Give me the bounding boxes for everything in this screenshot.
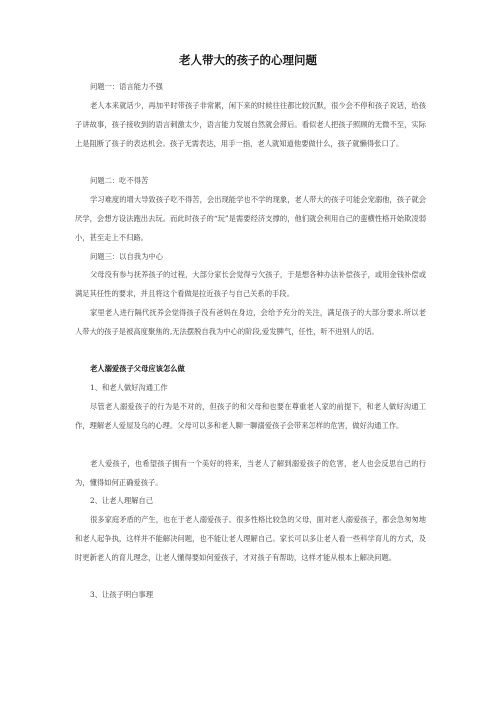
heading-problem-3: 问题三：以自我为中心	[90, 252, 163, 261]
document-title: 老人带大的孩子的心理问题	[179, 53, 317, 67]
section-heading: 老人溺爱孩子父母应该怎么做	[90, 364, 185, 373]
paragraph-1-body-b: 老人爱孩子，也希望孩子拥有一个美好的将来，当老人了解到溺爱孩子的危害，老人也会反思自己的行为，懂得如何正确爱孩子。	[75, 459, 426, 487]
paragraph-2-body: 很多家庭矛盾的产生，也在于老人溺爱孩子。很多性格比较急的父母，面对老人溺爱孩子，都会急匆匆地和老人起争执，这样并不能解决问题，也不能让老人理解自己。家长可以多让老人看一些科学育儿的方式，及时更新老人的育儿理念，让老人懂得要如何爱孩子，才对孩子有帮助，这样才能从根本上解决问题。	[75, 515, 426, 562]
paragraph-problem-3-body-a: 父母没有参与抚养孩子的过程，大部分家长会觉得亏欠孩子，于是想各种办法补偿孩子，或用金钱补偿或满足其任性的要求，并且将这个看做是拉近孩子与自己关系的手段。	[75, 270, 426, 298]
heading-problem-1: 问题一：语言能力不强	[90, 82, 163, 91]
paragraph-problem-3-body-b: 家里老人进行隔代抚养会觉得孩子没有爸妈在身边，会给予充分的关注，满足孩子的大部分要求.所以老人带大的孩子是被高度聚焦的,无法摆脱自我为中心的阶段,爱发脾气，任性，听不进别人的话。	[75, 308, 426, 336]
heading-problem-2: 问题二：吃不得苦	[90, 176, 149, 185]
paragraph-problem-2-body: 学习难度的增大导致孩子吃不得苦，会出现能学也不学的现象，老人带大的孩子可能会宠溺他，孩子就会厌学，会想方设法跑出去玩。而此时孩子的“玩”是需要经济支撑的，他们就会利用自己的蛮横性格开始欺凌弱小，甚至走上不归路。	[75, 195, 426, 242]
paragraph-problem-1-body: 老人本来就话少，再加平时带孩子非常累，闲下来的时候往往都比较沉默，很少会不停和孩子说话，给孩子讲故事，孩子接收到的语言刺激太少，语言能力发展自然就会滞后。看似老人把孩子照顾的无微不至，实际上是阻断了孩子的表达机会。孩子无需表达，用手一指，老人就知道他要做什么，孩子就懒得张口了。	[75, 101, 426, 148]
subheading-2: 2、让老人理解自己	[90, 496, 154, 505]
subheading-1: 1、和老人做好沟通工作	[90, 383, 168, 392]
paragraph-1-body-a: 尽管老人溺爱孩子的行为是不对的，但孩子的和父母和也要在尊重老人家的前提下，和老人做好沟通工作，理解老人爱屋及乌的心理。父母可以多和老人聊一聊溺爱孩子会带来怎样的危害，做好沟通工作。	[75, 402, 426, 430]
subheading-3: 3、让孩子明白事理	[90, 590, 154, 599]
